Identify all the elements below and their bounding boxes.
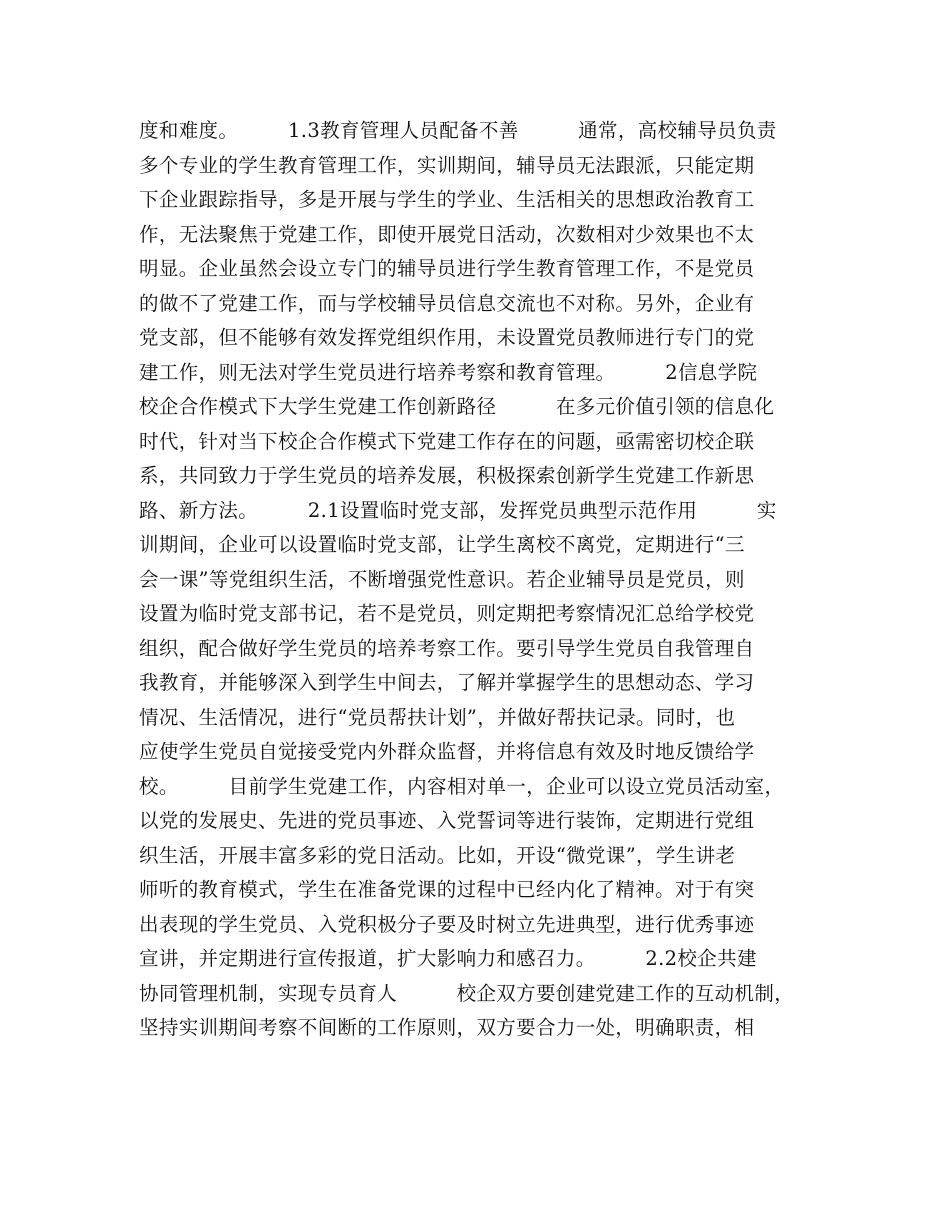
text-line: 作，无法聚焦于党建工作，即使开展党日活动，次数相对少效果也不太 (139, 222, 755, 246)
text-line: 多个专业的学生教育管理工作，实训期间，辅导员无法跟派，只能定期 (139, 153, 755, 177)
text-line: 会一课”等党组织生活，不断增强党性意识。若企业辅导员是党员，则 (139, 567, 745, 591)
text-line: 师听的教育模式，学生在准备党课的过程中已经内化了精神。对于有突 (139, 878, 755, 901)
text-line: 我教育，并能够深入到学生中间去，了解并掌握学生的思想动态、学习 (139, 671, 755, 694)
text-line: 组织，配合做好学生党员的培养考察工作。要引导学生党员自我管理自 (139, 636, 755, 660)
text-line: 应使学生党员自觉接受党内外群众监督，并将信息有效及时地反馈给学 (139, 740, 755, 763)
text-line: 明显。企业虽然会设立专门的辅导员进行学生教育管理工作，不是党员 (139, 257, 755, 280)
text-line: 织生活，开展丰富多彩的党日活动。比如，开设“微党课”，学生讲老 (139, 843, 736, 867)
text-line: 训期间，企业可以设置临时党支部，让学生离校不离党，定期进行“三 (139, 533, 745, 556)
text-line: 党支部，但不能够有效发挥党组织作用，未设置党员教师进行专门的党 (139, 326, 755, 349)
text-line: 校。 目前学生党建工作，内容相对单一，企业可以设立党员活动室， (139, 774, 785, 798)
text-line: 路、新方法。 2.1设置临时党支部，发挥党员典型示范作用 实 (139, 498, 777, 522)
text-line: 出表现的学生党员、入党积极分子要及时树立先进典型，进行优秀事迹 (139, 912, 755, 936)
text-line: 下企业跟踪指导，多是开展与学生的学业、生活相关的思想政治教育工 (139, 188, 755, 211)
text-line: 校企合作模式下大学生党建工作创新路径 在多元价值引领的信息化 (139, 395, 775, 418)
text-line: 度和难度。 1.3教育管理人员配备不善 通常，高校辅导员负责 (139, 119, 777, 142)
text-line: 系，共同致力于学生党员的培养发展，积极探索创新学生党建工作新思 (139, 464, 755, 487)
text-line: 的做不了党建工作，而与学校辅导员信息交流也不对称。另外，企业有 (139, 291, 755, 315)
text-line: 以党的发展史、先进的党员事迹、入党誓词等进行装饰，定期进行党组 (139, 809, 755, 832)
text-line: 情况、生活情况，进行“党员帮扶计划”，并做好帮扶记录。同时，也 (139, 705, 736, 729)
text-line: 协同管理机制，实现专员育人 校企双方要创建党建工作的互动机制， (139, 981, 795, 1005)
text-line: 宣讲，并定期进行宣传报道，扩大影响力和感召力。 2.2校企共建 (139, 947, 757, 970)
text-line: 坚持实训期间考察不间断的工作原则，双方要合力一处，明确职责，相 (139, 1016, 755, 1039)
text-line: 设置为临时党支部书记，若不是党员，则定期把考察情况汇总给学校党 (139, 602, 755, 625)
text-line: 建工作，则无法对学生党员进行培养考察和教育管理。 2信息学院 (139, 360, 758, 384)
text-line: 时代，针对当下校企合作模式下党建工作存在的问题，亟需密切校企联 (139, 429, 755, 453)
body-text (139, 114, 829, 1046)
